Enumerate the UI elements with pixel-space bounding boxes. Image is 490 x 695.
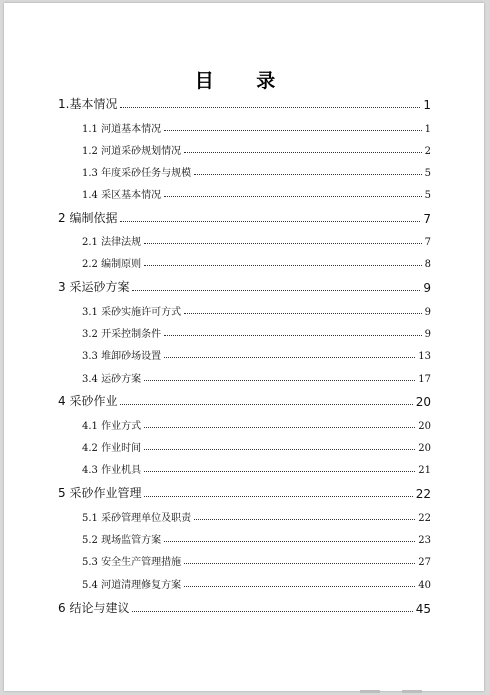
toc-entry-page: 23 — [418, 535, 431, 546]
toc-entry-page: 7 — [424, 237, 431, 248]
toc-title: 目 录 — [194, 70, 294, 92]
toc-entry-page: 9 — [423, 281, 431, 295]
dot-leader — [144, 264, 422, 266]
toc-entry-page: 7 — [423, 212, 431, 226]
toc-entry-label: 5.2 现场监管方案 — [82, 535, 162, 546]
dot-leader — [132, 289, 420, 291]
dot-leader — [144, 470, 415, 472]
dot-leader — [164, 540, 415, 542]
toc-entry-label: 3.2 开采控制条件 — [82, 329, 162, 340]
toc-entry-label: 4.1 作业方式 — [82, 421, 142, 432]
toc-entry-label: 2.2 编制原则 — [82, 259, 142, 270]
dot-leader — [144, 242, 422, 244]
toc-entry-label: 4 采砂作业 — [58, 394, 118, 408]
toc-entry-page: 13 — [418, 351, 431, 362]
toc-entry-1-4[interactable] — [82, 186, 431, 201]
toc-entry-1-1[interactable] — [82, 120, 431, 135]
dot-leader — [164, 334, 422, 336]
toc-entry-1[interactable] — [58, 95, 431, 112]
toc-entry-label: 1.4 采区基本情况 — [82, 190, 162, 201]
toc-entry-page: 9 — [424, 329, 431, 340]
dot-leader — [144, 448, 415, 450]
toc-entry-5[interactable] — [58, 484, 431, 501]
toc-entry-3[interactable] — [58, 278, 431, 295]
footer-marks — [360, 690, 422, 693]
toc-entry-5-1[interactable] — [82, 509, 431, 524]
dot-leader — [120, 403, 412, 405]
toc-entry-label: 6 结论与建议 — [58, 601, 130, 615]
dot-leader — [144, 495, 412, 497]
toc-entry-5-4[interactable] — [82, 576, 431, 591]
toc-entry-label: 1.2 河道采砂规划情况 — [82, 146, 182, 157]
toc-entry-label: 2 编制依据 — [58, 211, 118, 225]
toc-entry-page: 22 — [418, 513, 431, 524]
toc-entry-label: 1.1 河道基本情况 — [82, 124, 162, 135]
dot-leader — [144, 426, 415, 428]
toc-entry-page: 22 — [415, 487, 431, 501]
toc-entry-3-2[interactable] — [82, 325, 431, 340]
toc-entry-2-1[interactable] — [82, 233, 431, 248]
toc-entry-label: 1.3 年度采砂任务与规模 — [82, 168, 192, 179]
toc-entry-page: 17 — [418, 374, 431, 385]
toc-entry-6[interactable] — [58, 599, 431, 616]
dot-leader — [120, 220, 420, 222]
dot-leader — [184, 312, 422, 314]
toc-entry-3-1[interactable] — [82, 303, 431, 318]
toc-entry-page: 45 — [415, 602, 431, 616]
toc-entry-page: 5 — [424, 190, 431, 201]
toc-entry-page: 5 — [424, 168, 431, 179]
table-of-contents — [4, 3, 484, 691]
toc-entry-page: 40 — [418, 580, 431, 591]
dot-leader — [132, 610, 412, 612]
footer-mark — [360, 690, 380, 693]
toc-entry-page: 20 — [418, 443, 431, 454]
toc-entry-4[interactable] — [58, 392, 431, 409]
toc-entry-page: 20 — [418, 421, 431, 432]
toc-entry-page: 2 — [424, 146, 431, 157]
toc-entry-label: 5.1 采砂管理单位及职责 — [82, 513, 192, 524]
toc-entry-label: 3.3 堆卸砂场设置 — [82, 351, 162, 362]
dot-leader — [164, 356, 415, 358]
toc-entry-label: 3.4 运砂方案 — [82, 374, 142, 385]
toc-entry-3-3[interactable] — [82, 347, 431, 362]
toc-entry-label: 5.3 安全生产管理措施 — [82, 557, 182, 568]
toc-entry-label: 4.3 作业机具 — [82, 465, 142, 476]
toc-entry-page: 27 — [418, 557, 431, 568]
toc-entry-label: 5 采砂作业管理 — [58, 486, 142, 500]
toc-entry-label: 4.2 作业时间 — [82, 443, 142, 454]
toc-entry-1-2[interactable] — [82, 142, 431, 157]
toc-entry-label: 1.基本情况 — [58, 97, 118, 111]
dot-leader — [164, 129, 422, 131]
toc-entry-4-1[interactable] — [82, 417, 431, 432]
toc-entry-2-2[interactable] — [82, 255, 431, 270]
dot-leader — [194, 518, 415, 520]
toc-entry-page: 9 — [424, 307, 431, 318]
toc-entry-2[interactable] — [58, 209, 431, 226]
toc-entry-page: 1 — [423, 98, 431, 112]
toc-entry-5-3[interactable] — [82, 553, 431, 568]
document-page — [4, 3, 484, 691]
toc-entry-1-3[interactable] — [82, 164, 431, 179]
toc-entry-4-2[interactable] — [82, 439, 431, 454]
toc-entry-page: 1 — [424, 124, 431, 135]
toc-entry-page: 21 — [418, 465, 431, 476]
toc-entry-label: 5.4 河道清理修复方案 — [82, 580, 182, 591]
dot-leader — [164, 195, 422, 197]
dot-leader — [184, 151, 422, 153]
toc-entry-page: 20 — [415, 395, 431, 409]
dot-leader — [184, 585, 415, 587]
toc-entry-label: 3.1 采砂实施许可方式 — [82, 307, 182, 318]
toc-entry-label: 3 采运砂方案 — [58, 280, 130, 294]
footer-mark — [402, 690, 422, 693]
dot-leader — [144, 379, 415, 381]
toc-entry-5-2[interactable] — [82, 531, 431, 546]
toc-entry-4-3[interactable] — [82, 461, 431, 476]
toc-entry-page: 8 — [424, 259, 431, 270]
toc-entry-label: 2.1 法律法规 — [82, 237, 142, 248]
dot-leader — [120, 106, 420, 108]
toc-entry-3-4[interactable] — [82, 370, 431, 385]
dot-leader — [184, 562, 415, 564]
dot-leader — [194, 173, 422, 175]
